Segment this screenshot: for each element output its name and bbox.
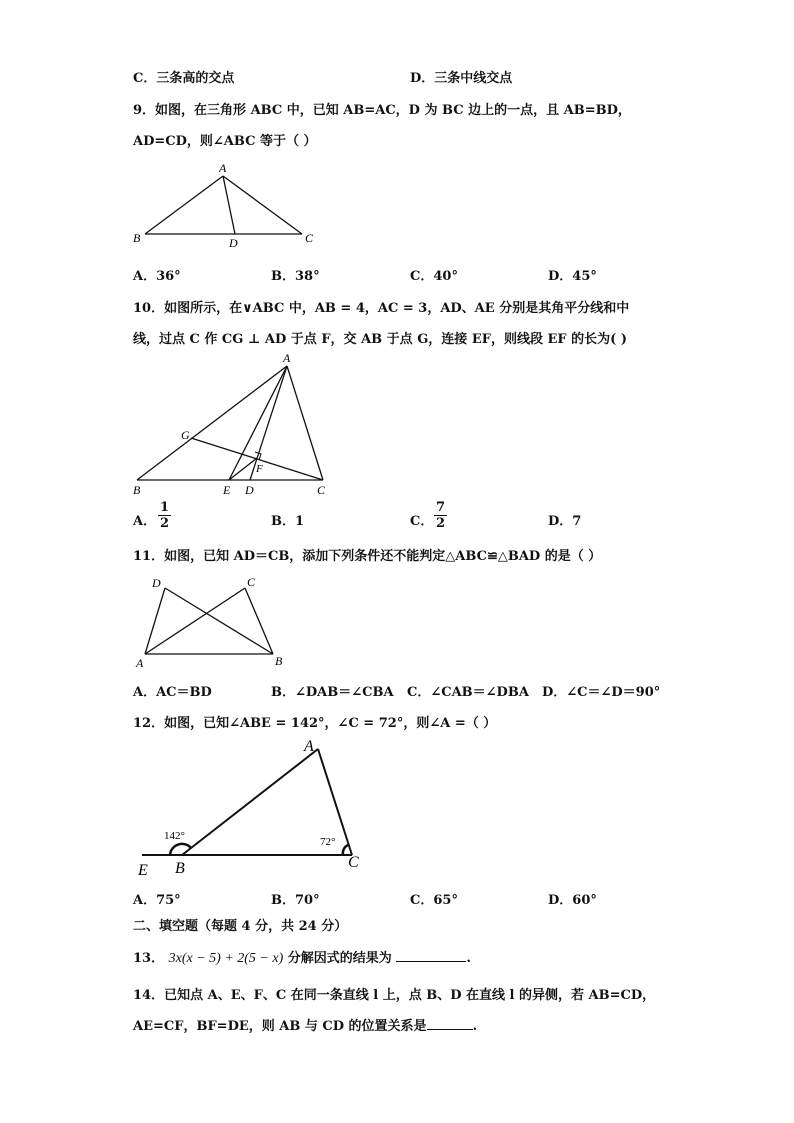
q12-segment-ba xyxy=(182,749,318,855)
q12-option-d: D．60° xyxy=(548,893,597,908)
q13-expression: 3x(x − 5) + 2(5 − x) xyxy=(168,951,284,966)
q14-answer-blank xyxy=(427,1029,473,1030)
q10-option-c-denominator: 2 xyxy=(436,516,446,531)
q10-option-a-prefix: A． xyxy=(133,514,157,529)
q11-segment-bd xyxy=(165,588,273,654)
q12-stem-line1: 12．如图，已知∠ABE = 142°，∠C = 72°，则∠A =（ ） xyxy=(133,716,497,731)
q10-option-b: B．1 xyxy=(271,514,305,529)
q10-segment-ef xyxy=(229,458,257,480)
q11-label-c: C xyxy=(247,575,256,589)
section-2-title: 二、填空题（每题 4 分，共 24 分） xyxy=(133,919,348,934)
q11-label-b: B xyxy=(275,654,283,668)
q10-option-a-fraction xyxy=(158,500,171,531)
q10-option-c-fraction xyxy=(434,500,447,531)
q11-option-d: D．∠C＝∠D＝90° xyxy=(542,685,661,700)
q9-label-d: D xyxy=(229,236,238,250)
q13-end: . xyxy=(466,951,471,966)
q8-option-c: C．三条高的交点 xyxy=(133,71,235,86)
q11-option-c: C．∠CAB＝∠DBA xyxy=(407,685,529,700)
q12-label-e: E xyxy=(138,862,148,879)
q11-segment-da xyxy=(145,588,165,654)
q9-option-d: D．45° xyxy=(548,269,597,284)
q10-option-a-numerator: 1 xyxy=(160,500,170,515)
q11-figure xyxy=(130,572,300,672)
q9-segment-ab xyxy=(145,176,223,234)
q10-label-f: F xyxy=(256,463,263,475)
q11-segment-cb xyxy=(245,588,273,654)
q14-stem-line1: 14．已知点 A、E、F、C 在同一条直线 l 上，点 B、D 在直线 l 的异侧，若 AB=CD， xyxy=(133,988,656,1003)
q12-option-b: B．70° xyxy=(271,893,320,908)
q10-label-g: G xyxy=(181,428,190,442)
q9-label-a: A xyxy=(219,161,227,175)
q11-label-d: D xyxy=(152,576,161,590)
q9-label-b: B xyxy=(133,231,141,245)
q9-stem-line2: AD=CD，则∠ABC 等于（ ） xyxy=(133,134,317,149)
q10-segment-ab xyxy=(137,366,287,480)
q10-label-a: A xyxy=(283,351,291,365)
q11-label-a: A xyxy=(136,656,144,670)
q10-figure xyxy=(125,350,345,498)
q12-angle-b-label: 142° xyxy=(164,830,185,842)
q11-option-b: B．∠DAB＝∠CBA xyxy=(271,685,394,700)
q10-label-e: E xyxy=(223,483,231,497)
q12-angle-c-label: 72° xyxy=(320,836,336,848)
q10-stem-line2: 线，过点 C 作 CG ⊥ AD 于点 F，交 AB 于点 G，连接 EF，则线段 EF 的长为( ) xyxy=(133,332,627,347)
q12-label-a: A xyxy=(304,738,314,755)
q13-prefix: 13． xyxy=(133,951,165,966)
q12-label-c: C xyxy=(348,854,359,871)
q10-option-c-numerator: 7 xyxy=(436,500,446,515)
q10-option-d: D．7 xyxy=(548,514,582,529)
q13-answer-blank xyxy=(396,961,466,962)
q12-label-b: B xyxy=(175,860,185,877)
q11-stem-line1: 11．如图，已知 AD＝CB，添加下列条件还不能判定△ABC≌△BAD 的是（ ） xyxy=(133,549,602,564)
q10-option-c-prefix: C． xyxy=(410,514,434,529)
q11-segment-ac xyxy=(145,588,245,654)
q9-figure xyxy=(125,158,325,253)
q10-label-d: D xyxy=(245,483,254,497)
q9-stem-line1: 9．如图，在三角形 ABC 中，已知 AB=AC，D 为 BC 边上的一点，且 AB=BD， xyxy=(133,103,631,118)
q12-option-c: C．65° xyxy=(410,893,458,908)
q14-line2 xyxy=(133,1015,477,1034)
q10-label-b: B xyxy=(133,483,141,497)
q14-end: . xyxy=(472,1019,478,1034)
q12-figure xyxy=(130,733,370,881)
q9-option-c: C．40° xyxy=(410,269,458,284)
q9-segment-ac xyxy=(223,176,302,234)
q8-option-d: D．三条中线交点 xyxy=(410,71,513,86)
q9-segment-ad xyxy=(223,176,235,234)
q11-option-a: A．AC＝BD xyxy=(133,685,212,700)
q12-option-a: A．75° xyxy=(133,893,181,908)
q9-label-c: C xyxy=(305,231,314,245)
q13-suffix: 分解因式的结果为 xyxy=(287,951,392,966)
q10-label-c: C xyxy=(317,483,326,497)
q10-option-a-denominator: 2 xyxy=(160,516,170,531)
q14-stem-line2: AE=CF，BF=DE，则 AB 与 CD 的位置关系是 xyxy=(133,1019,427,1034)
q9-option-a: A．36° xyxy=(133,269,181,284)
q9-option-b: B．38° xyxy=(271,269,320,284)
q10-segment-ac xyxy=(287,366,323,480)
q13-line xyxy=(133,947,471,967)
q10-stem-line1: 10．如图所示，在∨ABC 中，AB = 4，AC = 3，AD、AE 分别是其角平分线和中 xyxy=(133,301,630,316)
